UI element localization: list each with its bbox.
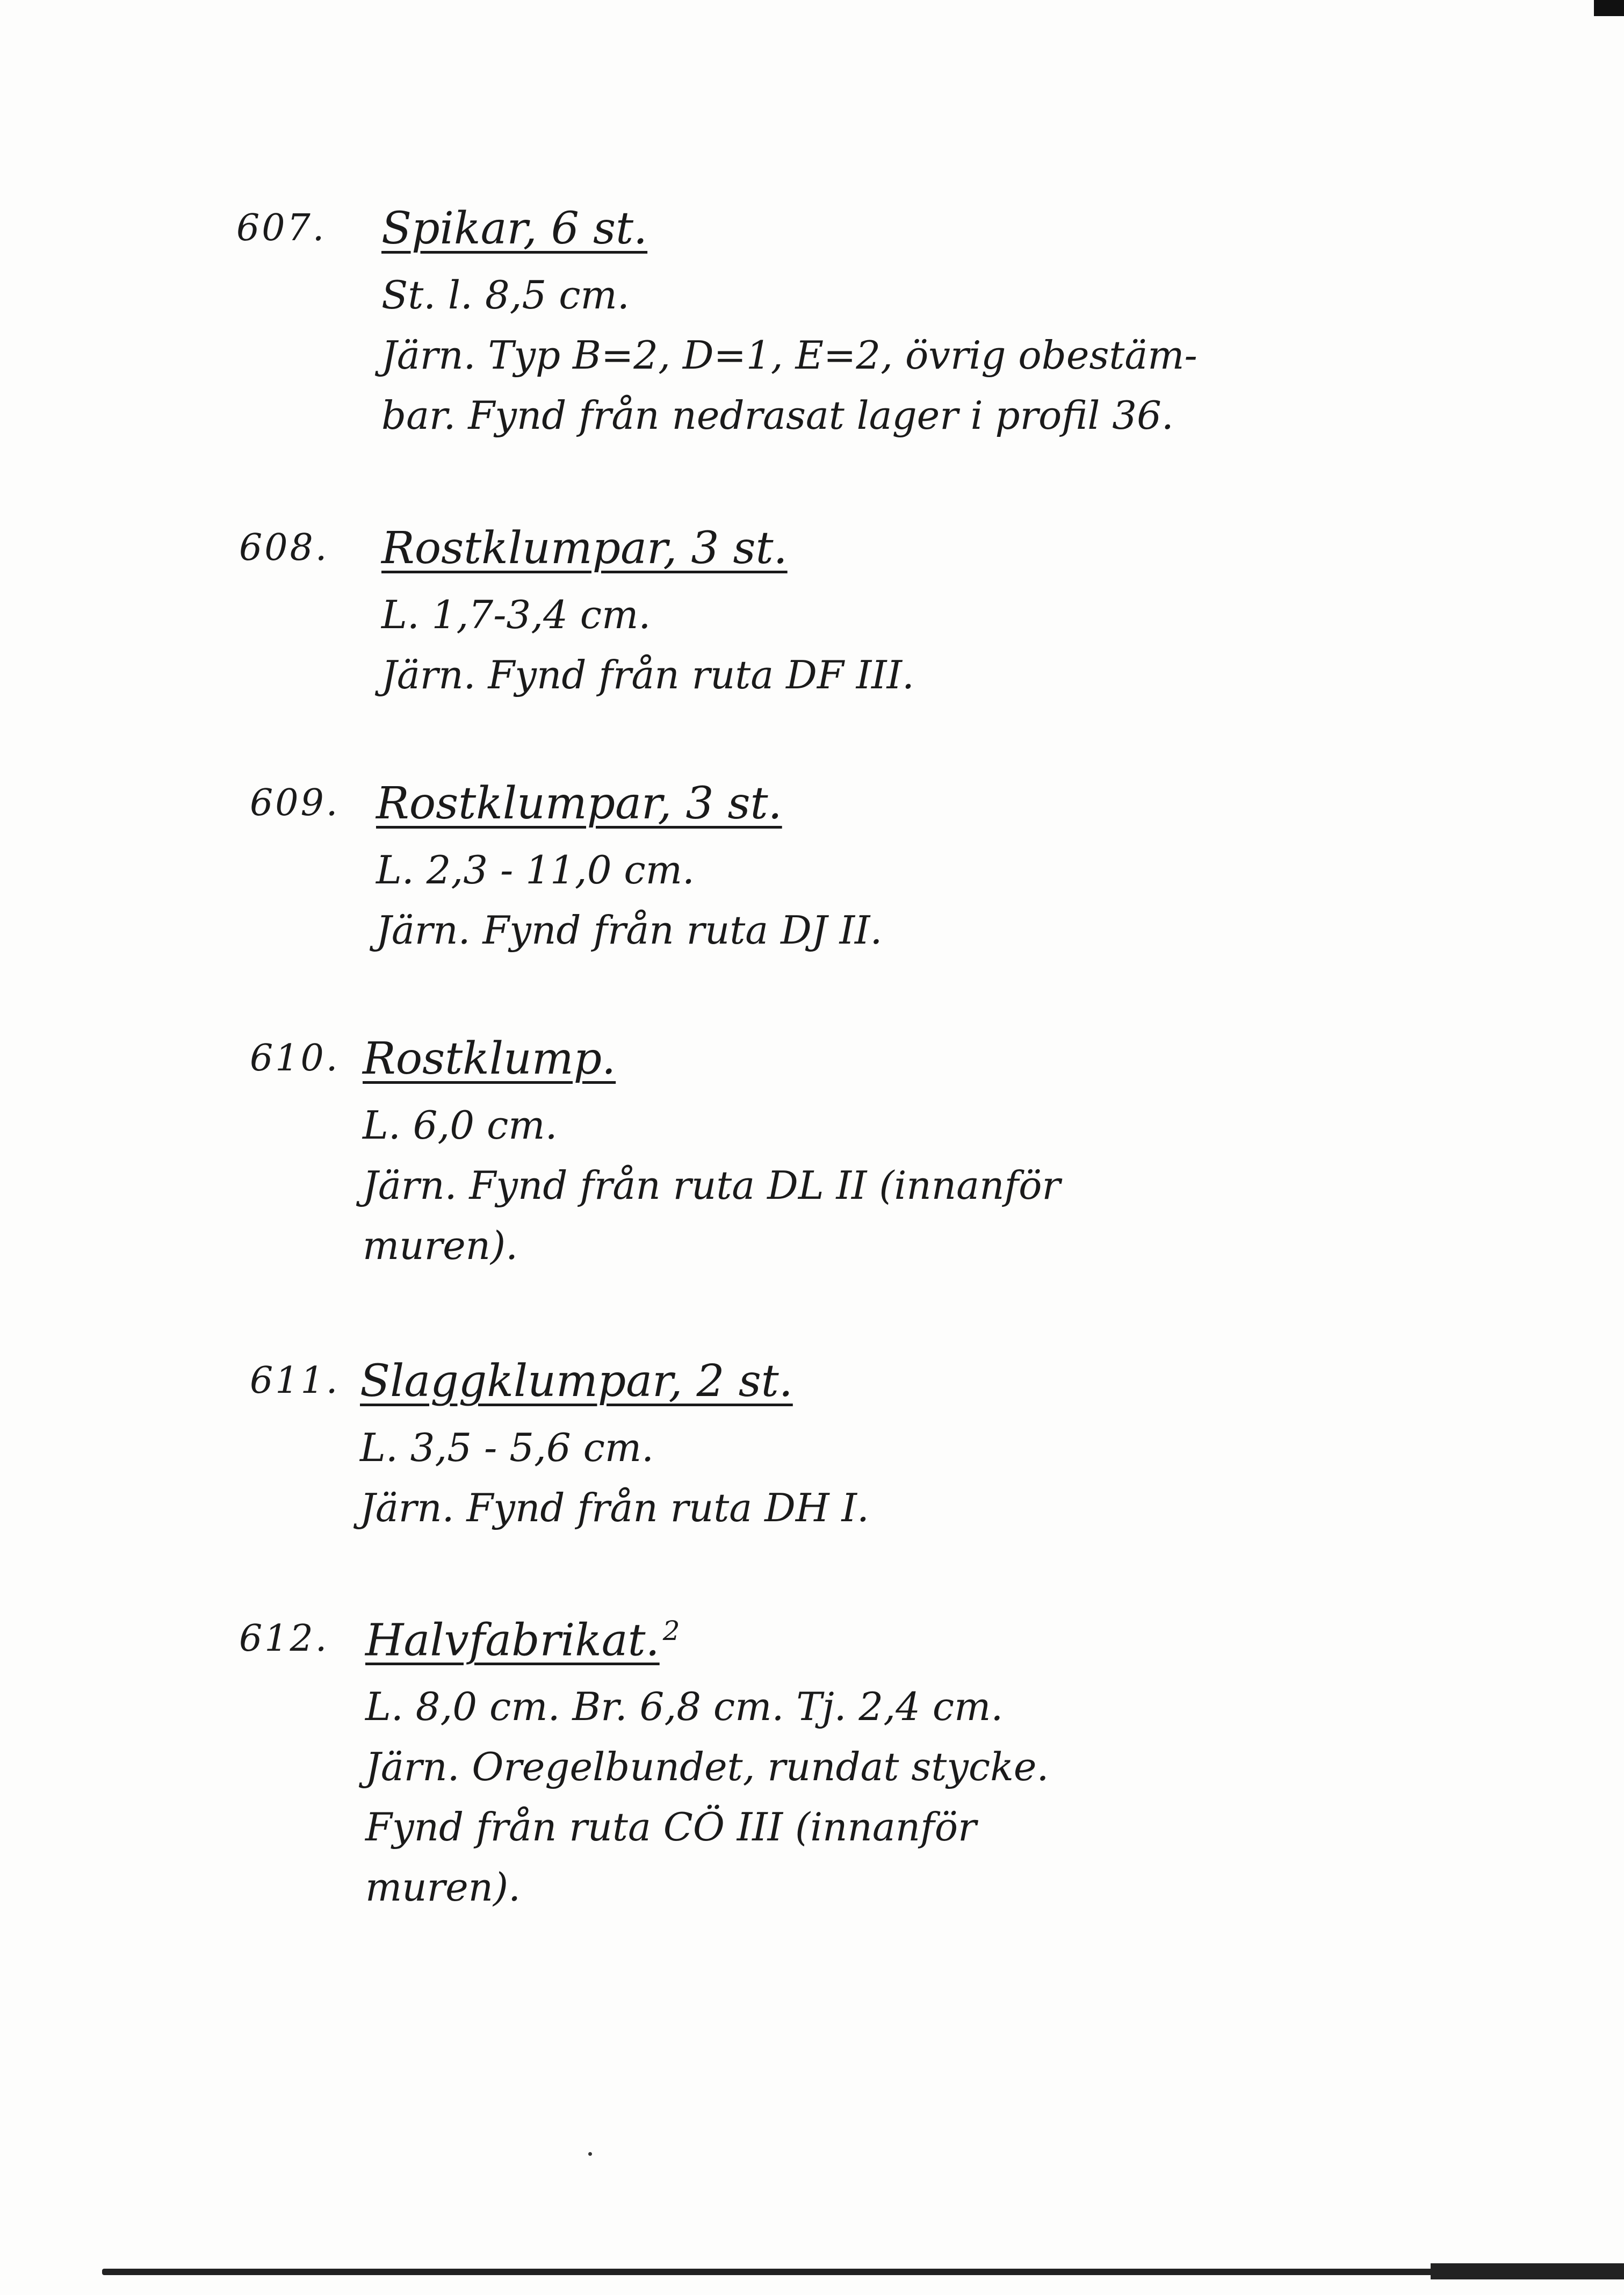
entry-line: L. 1,7-3,4 cm. (381, 592, 651, 637)
entry-number: 612. (239, 1617, 329, 1660)
entry-line: muren). (365, 1865, 521, 1910)
entry-number: 611. (250, 1359, 340, 1402)
entry-number: 607. (236, 207, 327, 249)
entry-description (376, 840, 1397, 960)
entry-title: Spikar, 6 st. (381, 203, 648, 254)
scan-corner-mark (1594, 0, 1624, 16)
scan-speck (588, 2152, 592, 2156)
entry-body (365, 1617, 1386, 1917)
entry-line: Järn. Fynd från ruta DL II (innanför (363, 1163, 1060, 1208)
entry-line: muren). (363, 1223, 518, 1268)
entry-body (381, 203, 1402, 445)
entry-line: L. 6,0 cm. (363, 1103, 558, 1148)
entry-title: Rostklumpar, 3 st. (381, 523, 788, 574)
entry-description (381, 265, 1402, 445)
entry-title: Slaggklumpar, 2 st. (360, 1356, 793, 1407)
entry-description (363, 1095, 1383, 1276)
entry-body (360, 1356, 1381, 1538)
entry-line: bar. Fynd från nedrasat lager i profil 36. (381, 393, 1174, 438)
entry-description (381, 585, 1402, 705)
entry-line: L. 8,0 cm. Br. 6,8 cm. Tj. 2,4 cm. (365, 1684, 1004, 1730)
entry-title-text: Halvfabrikat. (365, 1615, 660, 1666)
entry-line: L. 2,3 - 11,0 cm. (376, 847, 695, 893)
entry-body (376, 778, 1397, 960)
entry-description (365, 1677, 1386, 1917)
entry-line: St. l. 8,5 cm. (381, 272, 630, 318)
entry-body (381, 523, 1402, 705)
entry-number: 609. (250, 782, 340, 824)
entry-line: Järn. Typ B=2, D=1, E=2, övrig obestäm- (381, 333, 1197, 378)
entry-title: Rostklump. (363, 1033, 616, 1084)
footnote-marker: 2 (662, 1615, 680, 1646)
entry-line: L. 3,5 - 5,6 cm. (360, 1425, 654, 1470)
entry-line: Järn. Fynd från ruta DH I. (360, 1485, 869, 1530)
entry-title (365, 1615, 680, 1666)
entry-line: Järn. Fynd från ruta DJ II. (376, 908, 883, 953)
entry-title: Rostklumpar, 3 st. (376, 778, 782, 829)
entry-number: 610. (250, 1037, 340, 1080)
entry-description (360, 1418, 1381, 1538)
entry-body (363, 1033, 1383, 1276)
scan-bottom-edge (102, 2269, 1624, 2275)
entry-line: Järn. Oregelbundet, rundat stycke. (365, 1744, 1049, 1790)
entry-line: Fynd från ruta CÖ III (innanför (365, 1804, 977, 1850)
entry-line: Järn. Fynd från ruta DF III. (381, 652, 914, 697)
entry-number: 608. (239, 527, 329, 569)
